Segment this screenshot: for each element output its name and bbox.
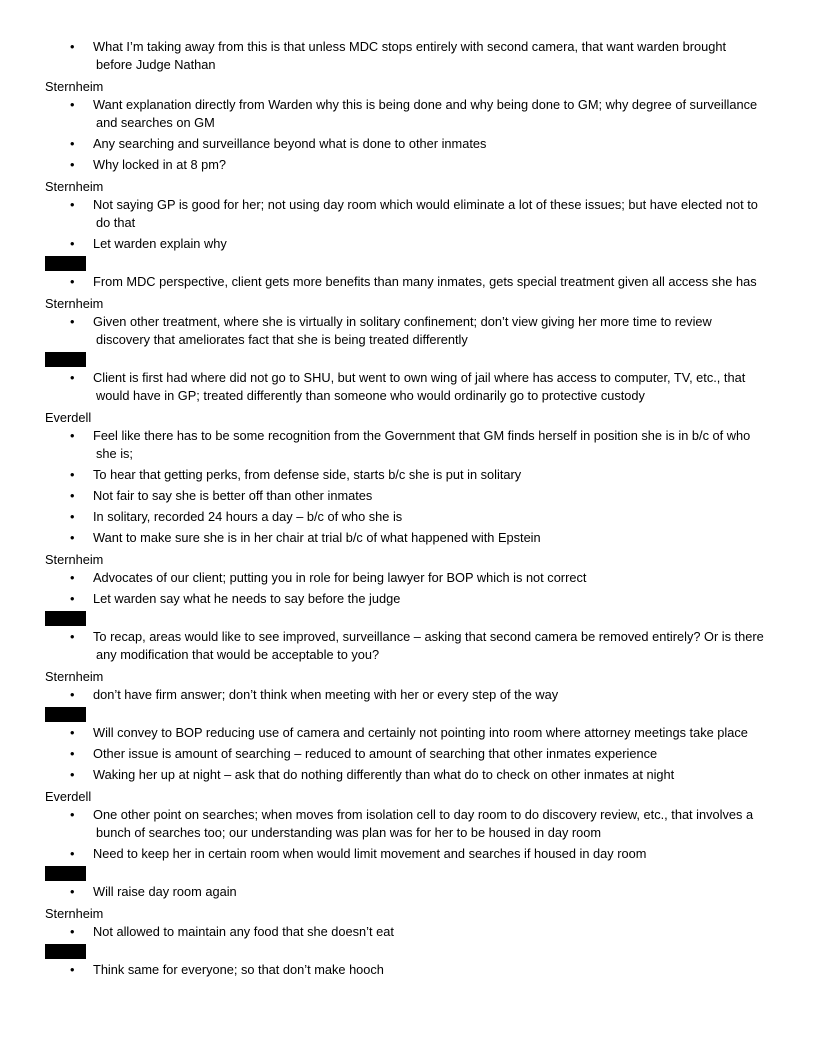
list-item <box>45 196 764 232</box>
bullet-list <box>45 686 764 704</box>
bullet-list <box>45 313 764 349</box>
list-item <box>45 38 764 74</box>
list-item-text: Feel like there has to be some recognition from the Government that GM finds herself in position she is in b/c of who she is; <box>93 428 751 461</box>
list-item-text: Not saying GP is good for her; not using day room which would eliminate a lot of these issues; but have elected not to do that <box>93 197 758 230</box>
list-item <box>45 686 764 704</box>
list-item <box>45 628 764 664</box>
bullet-icon: • <box>70 846 75 861</box>
list-item <box>45 745 764 763</box>
list-item <box>45 235 764 253</box>
bullet-list <box>45 96 764 174</box>
list-item-text: Let warden explain why <box>93 236 227 251</box>
list-item-text: Think same for everyone; so that don’t make hooch <box>93 962 384 977</box>
redaction-bar <box>45 611 86 626</box>
bullet-icon: • <box>70 687 75 702</box>
bullet-list <box>45 923 764 941</box>
list-item-text: In solitary, recorded 24 hours a day – b/c of who she is <box>93 509 403 524</box>
bullet-list <box>45 883 764 901</box>
list-item <box>45 273 764 291</box>
list-item <box>45 508 764 526</box>
bullet-list <box>45 369 764 405</box>
bullet-icon: • <box>70 314 75 329</box>
speaker-label: Sternheim <box>45 79 104 94</box>
list-item-text: Other issue is amount of searching – reduced to amount of searching that other inmates experience <box>93 746 658 761</box>
list-item <box>45 845 764 863</box>
bullet-list <box>45 961 764 979</box>
bullet-icon: • <box>70 962 75 977</box>
bullet-list <box>45 273 764 291</box>
redaction-bar <box>45 352 86 367</box>
list-item-text: Advocates of our client; putting you in role for being lawyer for BOP which is not correct <box>93 570 587 585</box>
bullet-icon: • <box>70 807 75 822</box>
list-item <box>45 427 764 463</box>
list-item <box>45 529 764 547</box>
redaction-bar <box>45 944 86 959</box>
speaker-label: Sternheim <box>45 296 104 311</box>
redaction-bar <box>45 866 86 881</box>
list-item-text: Want to make sure she is in her chair at trial b/c of what happened with Epstein <box>93 530 541 545</box>
bullet-icon: • <box>70 370 75 385</box>
bullet-icon: • <box>70 136 75 151</box>
bullet-list <box>45 196 764 253</box>
list-item <box>45 806 764 842</box>
list-item-text: Client is first had where did not go to SHU, but went to own wing of jail where has access to computer, TV, etc., that would have in GP; treated differently than someone who would ordinarily go to protective custody <box>93 370 746 403</box>
bullet-icon: • <box>70 924 75 939</box>
bullet-list <box>45 569 764 608</box>
speaker-label: Sternheim <box>45 179 104 194</box>
speaker-label: Sternheim <box>45 552 104 567</box>
list-item-text: Not allowed to maintain any food that she doesn’t eat <box>93 924 394 939</box>
bullet-icon: • <box>70 530 75 545</box>
bullet-icon: • <box>70 746 75 761</box>
list-item <box>45 487 764 505</box>
list-item-text: Need to keep her in certain room when would limit movement and searches if housed in day room <box>93 846 647 861</box>
speaker-label: Everdell <box>45 410 92 425</box>
list-item-text: To hear that getting perks, from defense side, starts b/c she is put in solitary <box>93 467 522 482</box>
bullet-list <box>45 628 764 664</box>
bullet-icon: • <box>70 591 75 606</box>
bullet-list <box>45 724 764 784</box>
bullet-icon: • <box>70 884 75 899</box>
bullet-icon: • <box>70 97 75 112</box>
list-item-text: Waking her up at night – ask that do nothing differently than what do to check on other inmates at night <box>93 767 675 782</box>
bullet-icon: • <box>70 157 75 172</box>
list-item <box>45 569 764 587</box>
speaker-label: Everdell <box>45 789 92 804</box>
list-item-text: Why locked in at 8 pm? <box>93 157 227 172</box>
bullet-icon: • <box>70 274 75 289</box>
list-item <box>45 313 764 349</box>
bullet-icon: • <box>70 629 75 644</box>
speaker-label: Sternheim <box>45 906 104 921</box>
bullet-icon: • <box>70 488 75 503</box>
list-item-text: One other point on searches; when moves from isolation cell to day room to do discovery review, etc., that involves a bunch of searches too; our understanding was plan was for her to be housed in day room <box>93 807 754 840</box>
list-item <box>45 923 764 941</box>
bullet-icon: • <box>70 197 75 212</box>
list-item-text: What I’m taking away from this is that unless MDC stops entirely with second camera, that want warden brought before Judge Nathan <box>93 39 727 72</box>
bullet-icon: • <box>70 725 75 740</box>
bullet-icon: • <box>70 509 75 524</box>
bullet-list <box>45 38 764 74</box>
list-item-text: Will raise day room again <box>93 884 237 899</box>
bullet-list <box>45 427 764 547</box>
list-item <box>45 96 764 132</box>
list-item-text: don’t have firm answer; don’t think when meeting with her or every step of the way <box>93 687 559 702</box>
list-item <box>45 766 764 784</box>
bullet-icon: • <box>70 39 75 54</box>
list-item <box>45 369 764 405</box>
list-item <box>45 724 764 742</box>
list-item-text: To recap, areas would like to see improved, surveillance – asking that second camera be removed entirely? Or is there any modification that would be acceptable to you? <box>93 629 764 662</box>
bullet-icon: • <box>70 236 75 251</box>
redaction-bar <box>45 256 86 271</box>
list-item <box>45 590 764 608</box>
list-item-text: From MDC perspective, client gets more benefits than many inmates, gets special treatment given all access she has <box>93 274 757 289</box>
bullet-icon: • <box>70 428 75 443</box>
bullet-icon: • <box>70 767 75 782</box>
list-item <box>45 961 764 979</box>
bullet-icon: • <box>70 467 75 482</box>
list-item-text: Any searching and surveillance beyond what is done to other inmates <box>93 136 487 151</box>
list-item-text: Given other treatment, where she is virtually in solitary confinement; don’t view giving her more time to review discovery that ameliorates fact that she is being treated differently <box>93 314 712 347</box>
list-item <box>45 466 764 484</box>
list-item-text: Want explanation directly from Warden why this is being done and why being done to GM; why degree of surveillance and searches on GM <box>93 97 758 130</box>
list-item-text: Will convey to BOP reducing use of camera and certainly not pointing into room where attorney meetings take place <box>93 725 748 740</box>
list-item <box>45 883 764 901</box>
list-item <box>45 156 764 174</box>
bullet-list <box>45 806 764 863</box>
redaction-bar <box>45 707 86 722</box>
bullet-icon: • <box>70 570 75 585</box>
list-item-text: Not fair to say she is better off than other inmates <box>93 488 373 503</box>
list-item <box>45 135 764 153</box>
speaker-label: Sternheim <box>45 669 104 684</box>
list-item-text: Let warden say what he needs to say before the judge <box>93 591 401 606</box>
